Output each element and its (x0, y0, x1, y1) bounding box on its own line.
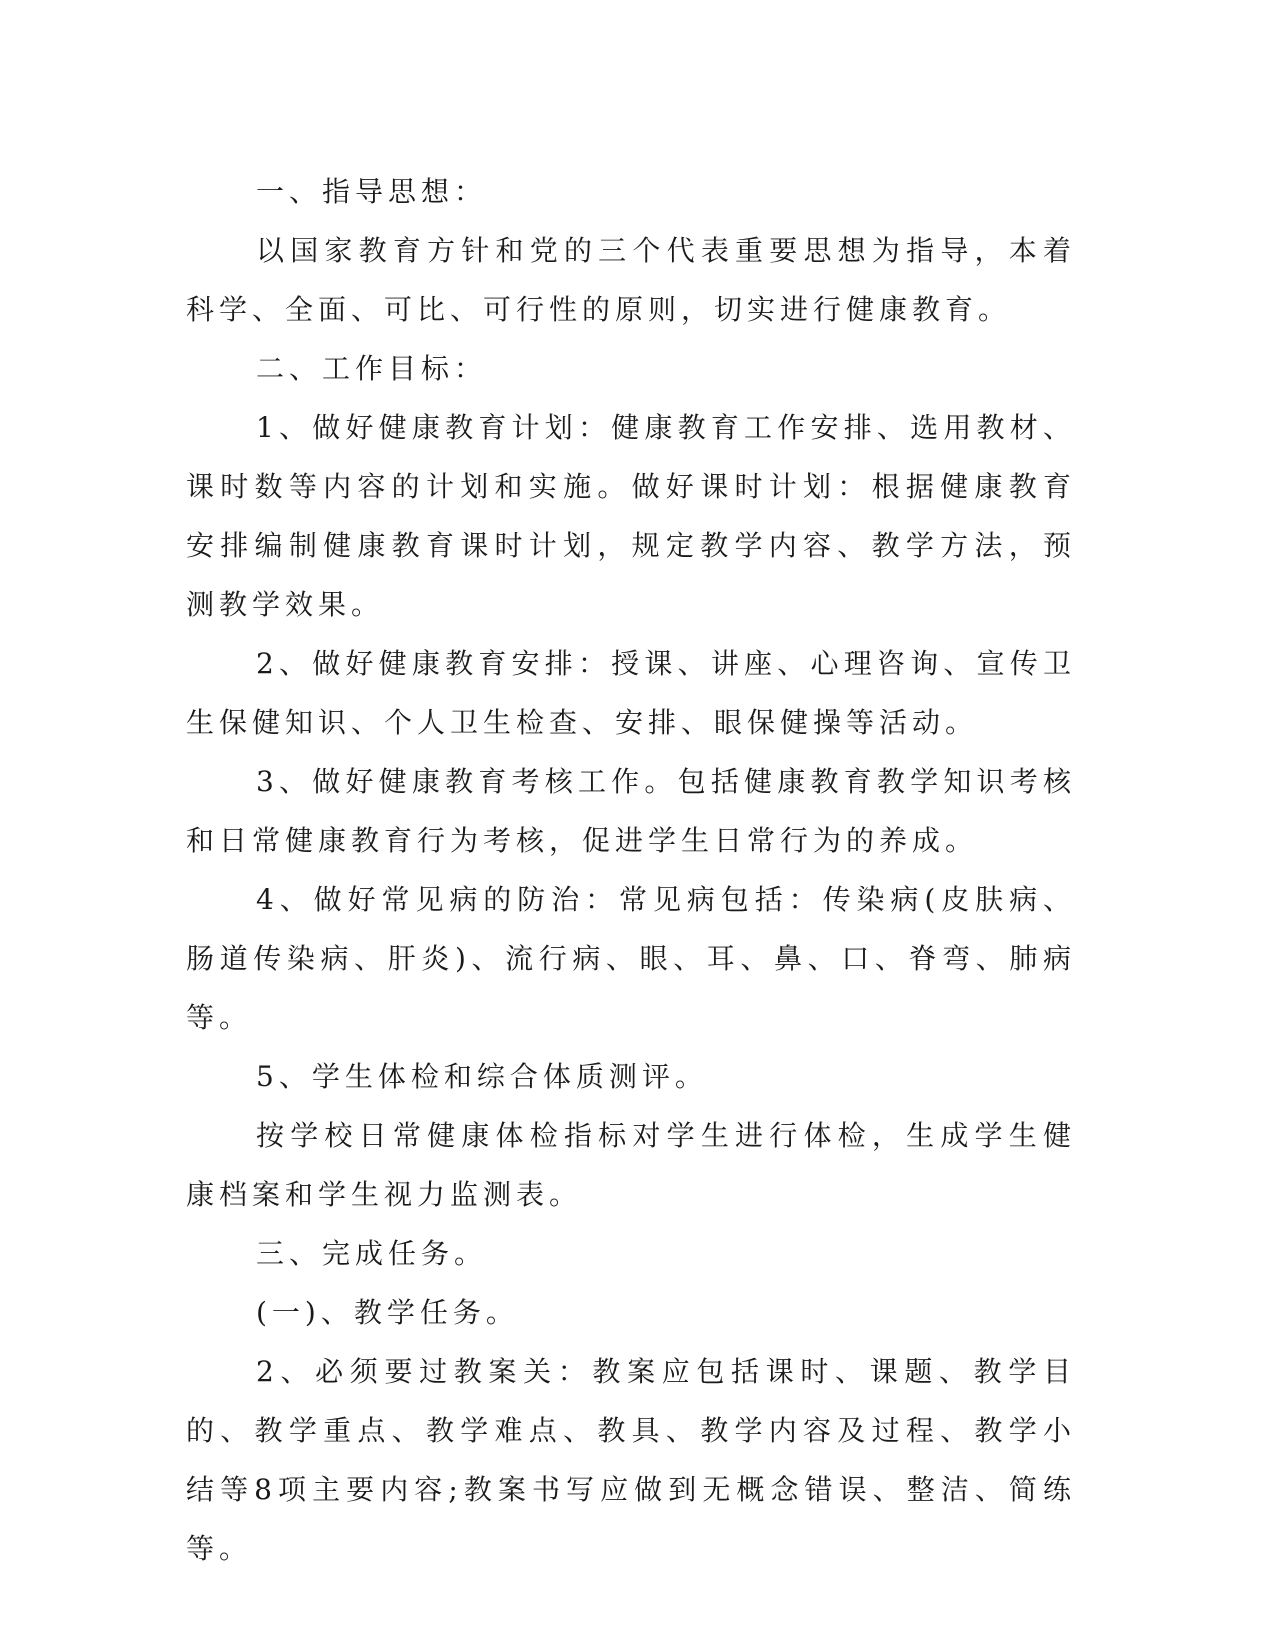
paragraph-lesson-plan: 2、必须要过教案关：教案应包括课时、课题、教学目的、教学重点、教学难点、教具、教学内容及过程、教学小结等8项主要内容;教案书写应做到无概念错误、整洁、简练等。 (186, 1355, 1076, 1565)
subheading-teaching-tasks: (一)、教学任务。 (256, 1296, 519, 1329)
heading-complete-tasks: 三、完成任务。 (256, 1237, 488, 1270)
paragraph-goal-2: 2、做好健康教育安排：授课、讲座、心理咨询、宣传卫生保健知识、个人卫生检查、安排、眼保健操等活动。 (186, 647, 1076, 739)
document-body (186, 162, 1076, 1578)
paragraph-goal-4: 4、做好常见病的防治：常见病包括：传染病(皮肤病、肠道传染病、肝炎)、流行病、眼、耳、鼻、口、脊弯、肺病等。 (186, 883, 1076, 1034)
heading-guiding-ideology: 一、指导思想： (256, 175, 488, 208)
paragraph-goal-1: 1、做好健康教育计划：健康教育工作安排、选用教材、课时数等内容的计划和实施。做好课时计划：根据健康教育安排编制健康教育课时计划，规定教学内容、教学方法，预测教学效果。 (186, 411, 1076, 621)
heading-work-goals: 二、工作目标： (256, 352, 488, 385)
paragraph-goal-3: 3、做好健康教育考核工作。包括健康教育教学知识考核和日常健康教育行为考核，促进学生日常行为的养成。 (186, 765, 1076, 857)
paragraph-goal-5-detail: 按学校日常健康体检指标对学生进行体检，生成学生健康档案和学生视力监测表。 (186, 1119, 1076, 1211)
paragraph-goal-5: 5、学生体检和综合体质测评。 (256, 1060, 708, 1093)
paragraph-guiding-ideology: 以国家教育方针和党的三个代表重要思想为指导，本着科学、全面、可比、可行性的原则，切实进行健康教育。 (186, 234, 1076, 326)
